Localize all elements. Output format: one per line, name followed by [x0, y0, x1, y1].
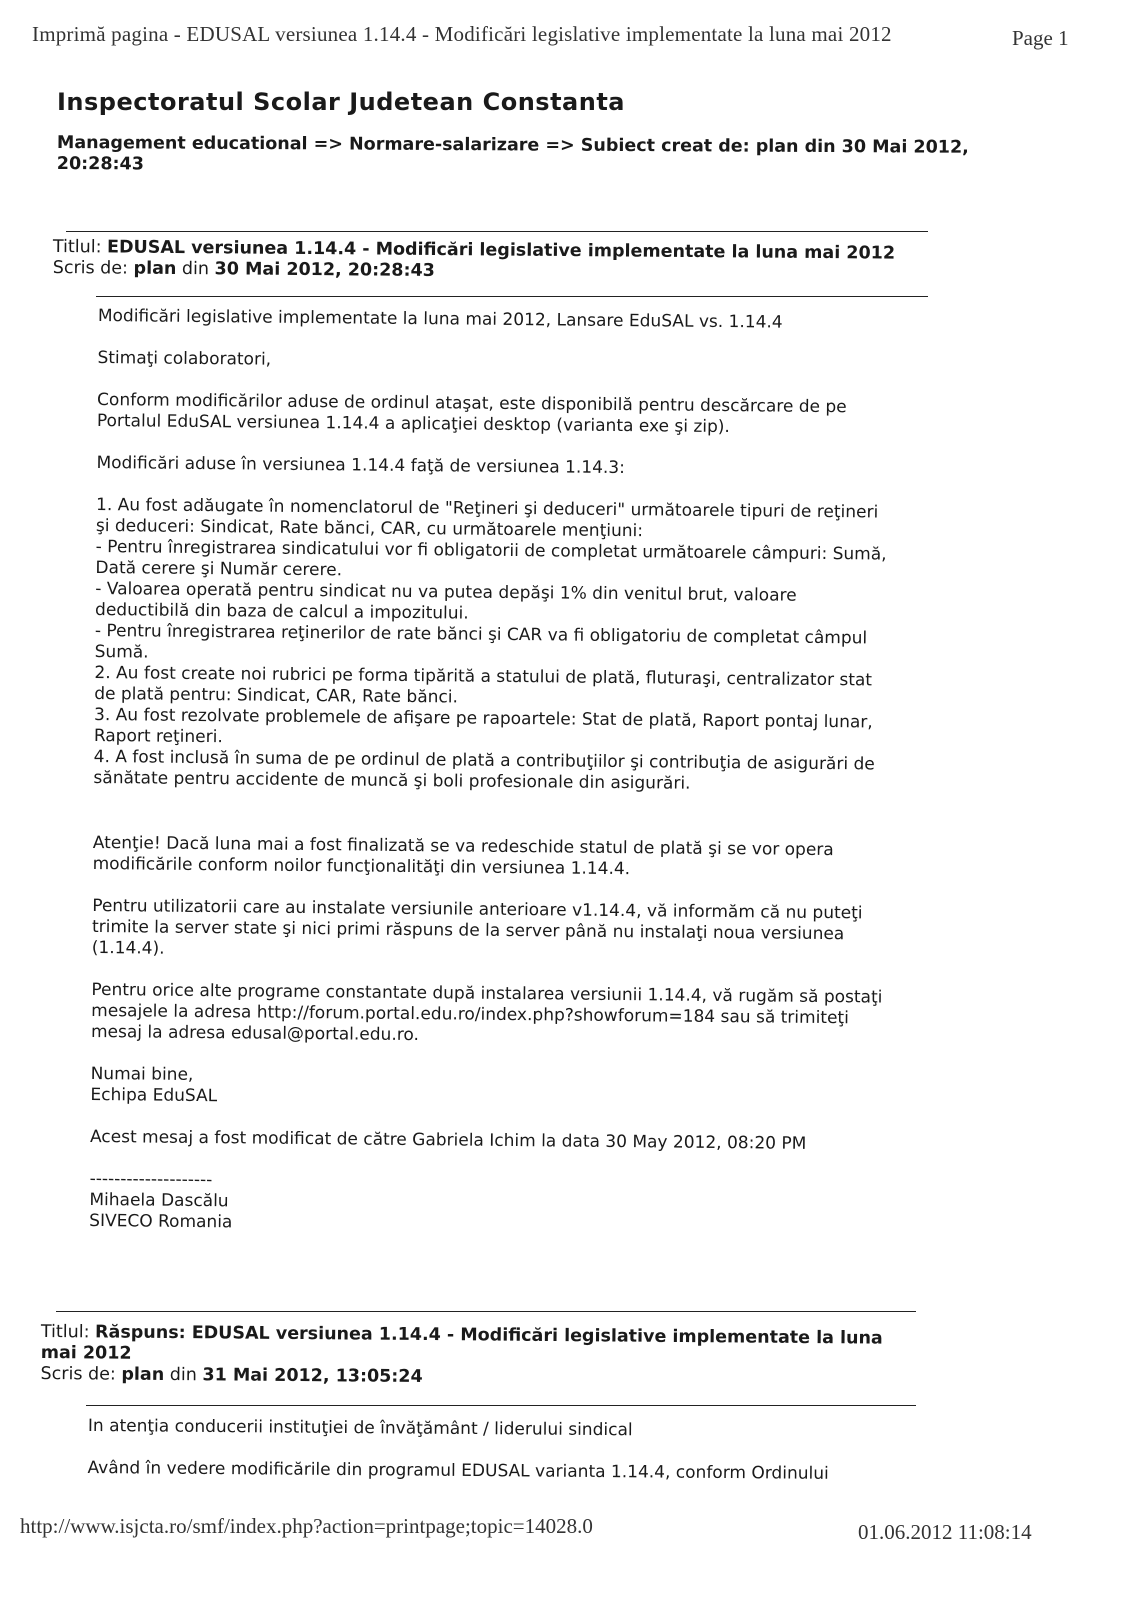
closing: Numai bine, [90, 1063, 194, 1085]
paragraph: Pentru utilizatorii care au instalate versiunile anterioare v1.14.4, vă informăm că nu puteţi trimite la server state şi nici primi răspuns de la server până nu instalaţi noua versiunea (1.14.4). [91, 895, 863, 959]
reply-body [88, 1416, 908, 1485]
title-label: Titlul: [52, 237, 102, 258]
post-title-line [41, 1322, 921, 1371]
author-label: Scris de: [52, 257, 129, 279]
org-title: Inspectoratul Scolar Judetean Constanta [57, 88, 625, 116]
reply-line: Având în vedere modificările din programul EDUSAL varianta 1.14.4, conform Ordinului [87, 1457, 829, 1484]
closing: Echipa EduSAL [90, 1084, 218, 1107]
print-footer-datetime: 01.06.2012 11:08:14 [858, 1520, 1032, 1544]
divider [66, 231, 928, 232]
paragraph: Conform modificărilor aduse de ordinul ataşat, este disponibilă pentru descărcare de pe Portalul EduSAL versiunea 1.14.4 a aplicaţiei desktop (varianta exe şi zip). [96, 389, 847, 438]
post-author: plan [121, 1364, 165, 1385]
list-item: 2. Au fost create noi rubrici pe forma tipărită a statului de plată, fluturaşi, centralizator stat de plată pentru: Sindicat, CAR, Rate bănci. [94, 662, 873, 708]
edit-note: Acest mesaj a fost modificat de către Gabriela Ichim la data 30 May 2012, 08:20 PM [89, 1126, 807, 1154]
date-prefix: din [169, 1365, 197, 1386]
list-item: - Pentru înregistrarea reţinerilor de rate bănci şi CAR va fi obligatoriu de completat câmpul Sumă. [94, 620, 868, 663]
post-intro: Modificări legislative implementate la luna mai 2012, Lansare EduSAL vs. 1.14.4 [97, 306, 783, 333]
signature-separator: -------------------- [89, 1168, 213, 1191]
list-item: 3. Au fost rezolvate problemele de afişare pe rapoartele: Stat de plată, Raport pontaj lunar, Raport reţineri. [93, 704, 873, 748]
list-item: 4. A fost inclusă în suma de pe ordinul de plată a contribuţiilor şi contribuţia de asigurări de sănătate pentru accidente de muncă şi boli profesionale din asigurări. [93, 746, 875, 794]
reply-line: In atenţia conducerii instituţiei de învăţământ / liderului sindical [87, 1416, 633, 1441]
breadcrumb: Management educational => Normare-salarizare => Subiect creat de: plan din 30 Mai 2012, 20:28:43 [56, 133, 969, 175]
post-author: plan [133, 258, 177, 279]
post-body [89, 306, 898, 1240]
attention-note: Atenţie! Dacă luna mai a fost finalizată se va redeschide statul de plată şi se vor opera modificările conform noilor funcţionalităţi din versiunea 1.14.4. [92, 832, 834, 880]
author-label: Scris de: [40, 1363, 116, 1385]
list-item: - Valoarea operată pentru sindicat nu va putea depăşi 1% din venitul brut, valoare deductibilă din baza de calcul a impozitului. [94, 578, 797, 624]
post-title: EDUSAL versiunea 1.14.4 - Modificări legislative implementate la luna mai 2012 [107, 237, 896, 264]
post-header [41, 1322, 921, 1392]
greeting: Stimaţi colaboratori, [97, 347, 272, 370]
changes-heading: Modificări aduse în versiunea 1.14.4 faţă de versiunea 1.14.3: [96, 452, 626, 479]
signature-name: Mihaela Dascălu [89, 1189, 229, 1212]
print-header-title: Imprimă pagina - EDUSAL versiunea 1.14.4 - Modificări legislative implementate la luna mai 2012 [32, 22, 892, 46]
divider [96, 296, 928, 297]
page-number: Page 1 [1012, 26, 1069, 50]
post-header [53, 237, 933, 286]
signature-company: SIVECO Romania [89, 1210, 233, 1233]
post-date: 31 Mai 2012, 13:05:24 [202, 1365, 423, 1387]
paragraph: Pentru orice alte programe constantate după instalarea versiunii 1.14.4, vă rugăm să postaţi mesajele la adresa http://forum.portal.edu.ro/index.php?showforum=184 sau să trimiteţi mesaj la adresa edusal@portal.edu.ro. [90, 979, 883, 1046]
list-item: 1. Au fost adăugate în nomenclatorul de "Reţineri şi deduceri" următoarele tipuri de reţineri şi deduceri: Sindicat, Rate bănci, CAR, cu următoarele menţiuni: [95, 494, 879, 542]
divider [86, 1405, 916, 1406]
title-label: Titlul: [40, 1322, 90, 1343]
post-title: Răspuns: EDUSAL versiunea 1.14.4 - Modificări legislative implementate la luna mai 2012 [40, 1322, 883, 1364]
print-footer-url: http://www.isjcta.ro/smf/index.php?action=printpage;topic=14028.0 [20, 1514, 593, 1538]
list-item: - Pentru înregistrarea sindicatului vor fi obligatorii de completat următoarele câmpuri: Sumă, Dată cerere şi Număr cerere. [95, 536, 887, 581]
date-prefix: din [181, 259, 210, 280]
post-date: 30 Mai 2012, 20:28:43 [214, 259, 435, 281]
divider [56, 1311, 916, 1312]
